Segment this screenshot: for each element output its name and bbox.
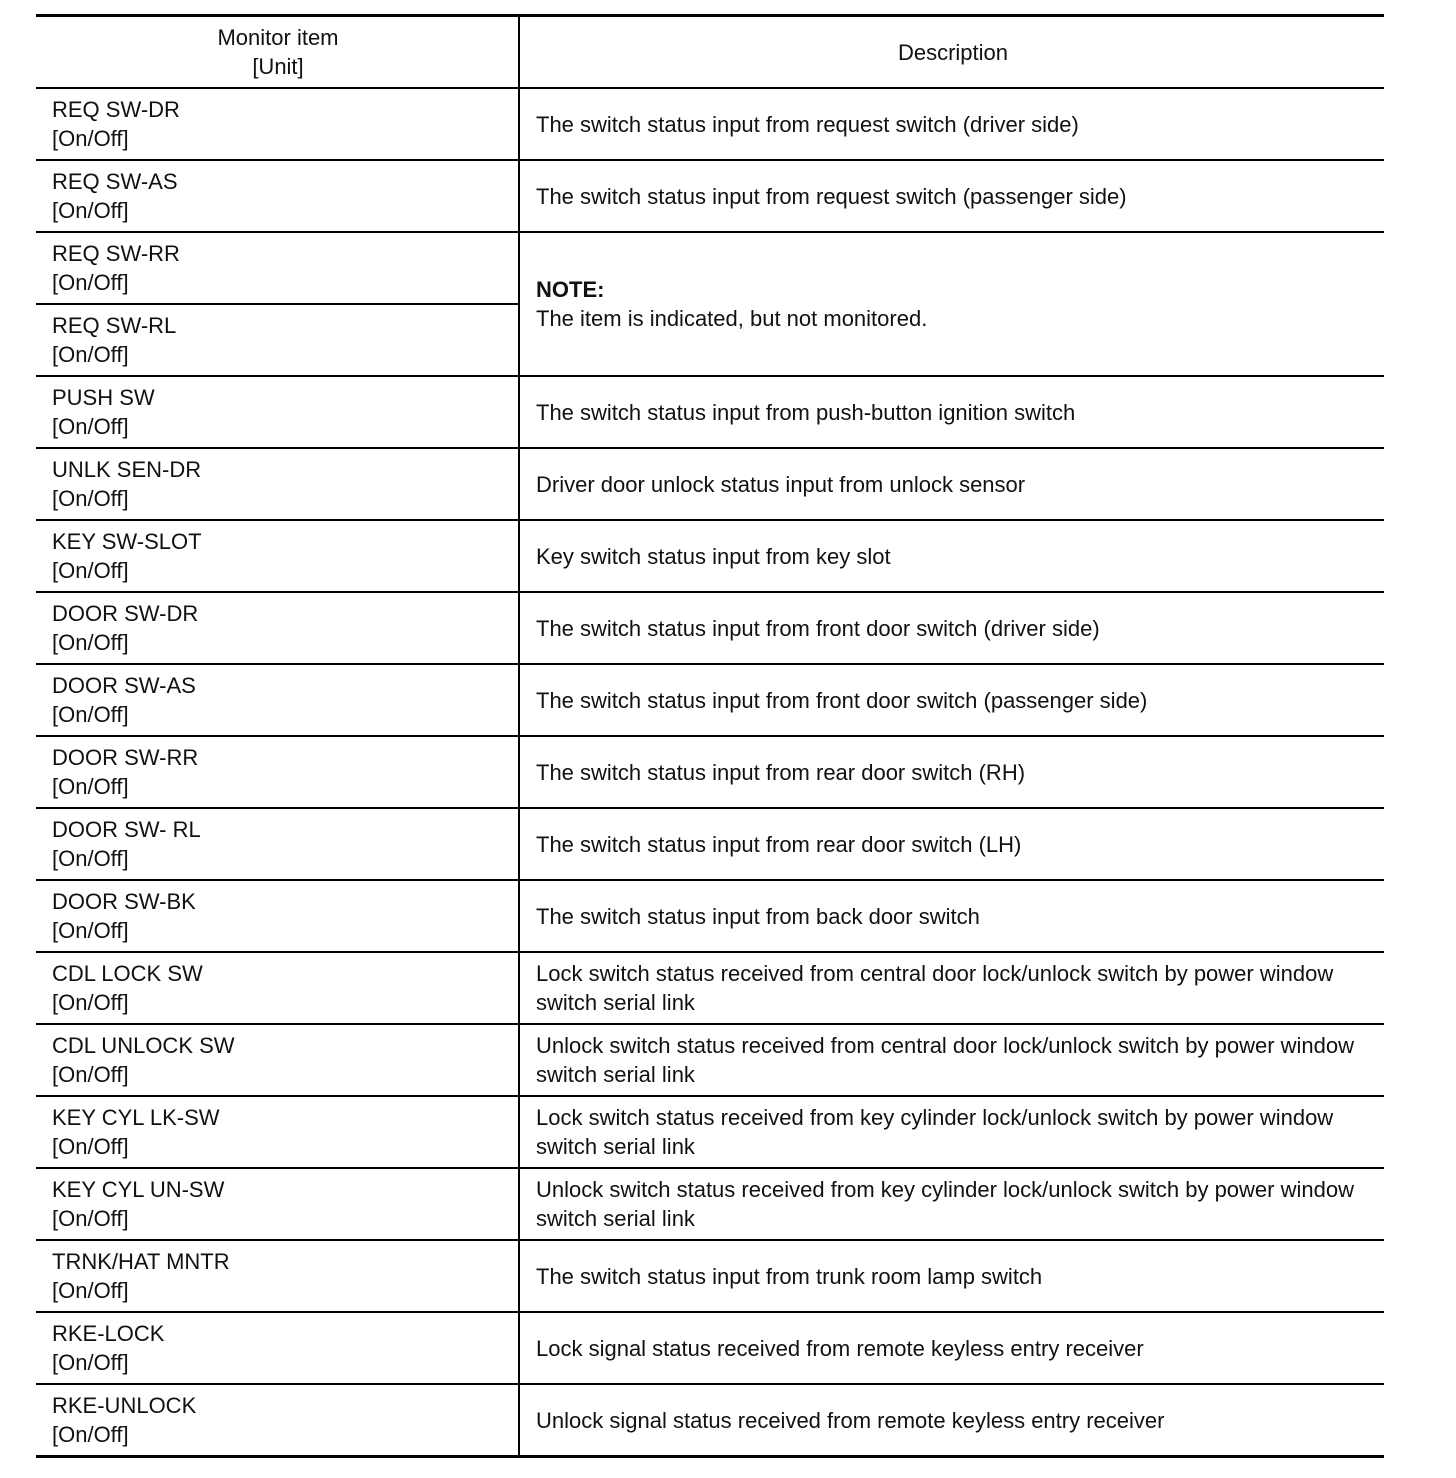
header-unit-label: [Unit] xyxy=(252,54,304,79)
monitor-item-unit: [On/Off] xyxy=(52,1206,129,1231)
table-row xyxy=(36,952,1384,1024)
description-cell: Lock signal status received from remote keyless entry receiver xyxy=(519,1312,1384,1384)
monitor-item-cell xyxy=(36,304,519,376)
monitor-item-table xyxy=(36,14,1384,1458)
monitor-item-unit: [On/Off] xyxy=(52,1350,129,1375)
monitor-item-unit: [On/Off] xyxy=(52,414,129,439)
table-row xyxy=(36,1312,1384,1384)
table-header xyxy=(36,16,1384,89)
table-row xyxy=(36,88,1384,160)
description-cell: The switch status input from rear door switch (RH) xyxy=(519,736,1384,808)
description-cell: The switch status input from request switch (driver side) xyxy=(536,111,1079,137)
table-row xyxy=(36,664,1384,736)
monitor-item-name: RKE-UNLOCK xyxy=(52,1393,197,1418)
note-cell xyxy=(519,232,1384,376)
monitor-item-name: PUSH SW xyxy=(52,385,155,410)
monitor-item-unit: [On/Off] xyxy=(52,1062,129,1087)
table-row xyxy=(36,808,1384,880)
description-cell: The switch status input from request switch (passenger side) xyxy=(519,160,1384,232)
monitor-item-unit: [On/Off] xyxy=(52,702,129,727)
monitor-item-unit: [On/Off] xyxy=(52,918,129,943)
monitor-item-name: TRNK/HAT MNTR xyxy=(52,1249,230,1274)
monitor-item-name: KEY CYL LK-SW xyxy=(52,1105,220,1130)
header-item-label: Monitor item xyxy=(217,25,339,50)
description-cell: The switch status input from push-button ignition switch xyxy=(519,376,1384,448)
monitor-item-name: REQ SW-RL xyxy=(52,313,177,338)
table-row xyxy=(36,880,1384,952)
description-cell: The switch status input from front door switch (passenger side) xyxy=(519,664,1384,736)
note-text: The item is indicated, but not monitored. xyxy=(536,306,928,331)
monitor-item-unit: [On/Off] xyxy=(52,1134,129,1159)
monitor-item-cell xyxy=(36,736,519,808)
monitor-item-name: REQ SW-DR xyxy=(52,97,180,122)
header-description: Description xyxy=(519,16,1384,89)
monitor-item-cell xyxy=(36,1312,519,1384)
monitor-item-unit: [On/Off] xyxy=(52,486,129,511)
monitor-item-name: DOOR SW-AS xyxy=(52,673,196,698)
description-cell: The switch status input from trunk room lamp switch xyxy=(519,1240,1384,1312)
table-row xyxy=(36,1384,1384,1457)
monitor-item-unit: [On/Off] xyxy=(52,198,129,223)
monitor-item-cell xyxy=(36,1024,519,1096)
description-cell: The switch status input from back door switch xyxy=(519,880,1384,952)
table-row xyxy=(36,160,1384,232)
table-row xyxy=(36,1024,1384,1096)
description-cell: Lock switch status received from key cylinder lock/unlock switch by power window switch serial link xyxy=(519,1096,1384,1168)
monitor-item-unit: [On/Off] xyxy=(52,990,129,1015)
monitor-item-unit: [On/Off] xyxy=(52,774,129,799)
monitor-item-cell xyxy=(36,448,519,520)
monitor-item-cell xyxy=(36,1240,519,1312)
description-cell: Key switch status input from key slot xyxy=(519,520,1384,592)
table-row xyxy=(36,376,1384,448)
note-label: NOTE: xyxy=(536,277,605,302)
monitor-item-cell xyxy=(36,160,519,232)
monitor-item-unit: [On/Off] xyxy=(52,630,129,655)
monitor-item-cell xyxy=(36,592,519,664)
monitor-item-name: DOOR SW-BK xyxy=(52,889,196,914)
description-cell: Unlock switch status received from central door lock/unlock switch by power window switch serial link xyxy=(519,1024,1384,1096)
table-row xyxy=(36,448,1384,520)
description-cell: Unlock signal status received from remote keyless entry receiver xyxy=(519,1384,1384,1457)
header-row xyxy=(36,16,1384,89)
monitor-item-unit: [On/Off] xyxy=(52,558,129,583)
monitor-item-name: KEY SW-SLOT xyxy=(52,529,202,554)
description-cell: Unlock switch status received from key cylinder lock/unlock switch by power window switch serial link xyxy=(519,1168,1384,1240)
monitor-item-cell xyxy=(36,1096,519,1168)
monitor-item-unit: [On/Off] xyxy=(52,1422,129,1447)
monitor-item-name: DOOR SW- RL xyxy=(52,817,201,842)
monitor-item-name: CDL LOCK SW xyxy=(52,961,203,986)
table-body xyxy=(36,88,1384,1457)
monitor-item-cell xyxy=(36,1168,519,1240)
monitor-item-cell xyxy=(36,952,519,1024)
monitor-item-name: KEY CYL UN-SW xyxy=(52,1177,225,1202)
description-cell: The switch status input from front door switch (driver side) xyxy=(519,592,1384,664)
monitor-item-unit: [On/Off] xyxy=(52,342,129,367)
monitor-item-unit: [On/Off] xyxy=(52,126,129,151)
table-row xyxy=(36,1096,1384,1168)
monitor-item-unit: [On/Off] xyxy=(52,1278,129,1303)
monitor-item-name: DOOR SW-DR xyxy=(52,601,199,626)
table-row xyxy=(36,520,1384,592)
monitor-item-name: RKE-LOCK xyxy=(52,1321,165,1346)
table-row xyxy=(36,1168,1384,1240)
monitor-item-cell xyxy=(36,808,519,880)
monitor-item-cell xyxy=(36,1384,519,1457)
monitor-item-cell xyxy=(36,880,519,952)
document-page xyxy=(36,14,1384,1458)
monitor-item-cell xyxy=(36,520,519,592)
monitor-item-cell xyxy=(36,232,519,304)
monitor-item-unit: [On/Off] xyxy=(52,270,129,295)
monitor-item-cell xyxy=(36,664,519,736)
monitor-item-name: UNLK SEN-DR xyxy=(52,457,202,482)
monitor-item-unit: [On/Off] xyxy=(52,846,129,871)
monitor-item-name: REQ SW-AS xyxy=(52,169,178,194)
monitor-item-name: DOOR SW-RR xyxy=(52,745,199,770)
description-cell: Lock switch status received from central door lock/unlock switch by power window switch serial link xyxy=(519,952,1384,1024)
table-row xyxy=(36,736,1384,808)
monitor-item-name: CDL UNLOCK SW xyxy=(52,1033,235,1058)
monitor-item-name: REQ SW-RR xyxy=(52,241,180,266)
table-row xyxy=(36,1240,1384,1312)
table-row xyxy=(36,592,1384,664)
description-cell: The switch status input from rear door switch (LH) xyxy=(519,808,1384,880)
table-row xyxy=(36,232,1384,304)
monitor-item-cell xyxy=(36,376,519,448)
monitor-item-cell xyxy=(36,88,519,160)
header-monitor-item xyxy=(36,16,519,89)
description-cell: Driver door unlock status input from unlock sensor xyxy=(519,448,1384,520)
